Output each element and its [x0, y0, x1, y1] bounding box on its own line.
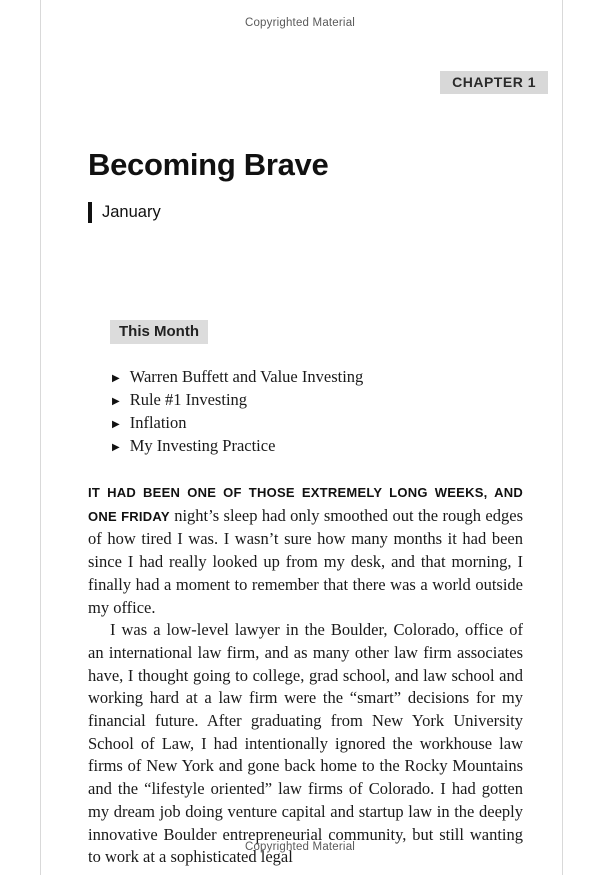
subtitle-text: January: [102, 203, 161, 221]
list-item-text: Inflation: [129, 413, 187, 432]
list-item: [112, 413, 363, 436]
paragraph-1: [88, 481, 523, 619]
triangle-bullet-icon: ▶: [112, 396, 120, 407]
subtitle-bar-icon: [88, 202, 92, 223]
triangle-bullet-icon: ▶: [112, 419, 120, 430]
list-item-text: Warren Buffett and Value Investing: [129, 367, 364, 386]
triangle-bullet-icon: ▶: [112, 373, 120, 384]
list-item-text: Rule #1 Investing: [129, 390, 248, 409]
copyright-notice-top: Copyrighted Material: [244, 17, 356, 29]
page-edge-left: [40, 0, 41, 875]
body-text: [88, 481, 523, 869]
page-title: Becoming Brave: [88, 146, 329, 182]
copyright-notice-bottom: Copyrighted Material: [244, 841, 356, 853]
page-edge-right: [562, 0, 563, 875]
subtitle-row: [88, 202, 161, 223]
lead-in-text: IT HAD BEEN ONE OF THOSE EXTREMELY LONG WEEKS, AND ONE FRIDAY: [88, 485, 523, 524]
list-item: [112, 367, 363, 390]
list-item: [112, 390, 363, 413]
triangle-bullet-icon: ▶: [112, 442, 120, 453]
paragraph-1-text: night’s sleep had only smoothed out the rough edges of how tired I was. I wasn’t sure how many months it had been since I had really looked up from my desk, and that morning, I finally had a moment to remember that there was a world outside my office.: [88, 505, 524, 617]
list-item: [112, 436, 363, 459]
this-month-list: [112, 367, 363, 459]
paragraph-2: I was a low-level lawyer in the Boulder, Colorado, office of an international law firm, and as many other law firm associates have, I thought going to college, grad school, and law school and working hard at a law firm were the “smart” decisions for my financial future. After graduating from New York University School of Law, I had intentionally ignored the workhouse law firms of New York and gone back home to the Rocky Mountains and the “lifestyle oriented” law firms of Colorado. I had gotten my dream job doing venture capital and startup law in the deeply innovative Boulder entrepreneurial community, but still wanting to work at a sophisticated legal: [88, 620, 523, 867]
this-month-label: This Month: [110, 320, 208, 344]
list-item-text: My Investing Practice: [129, 436, 276, 455]
chapter-label: CHAPTER 1: [440, 71, 548, 94]
